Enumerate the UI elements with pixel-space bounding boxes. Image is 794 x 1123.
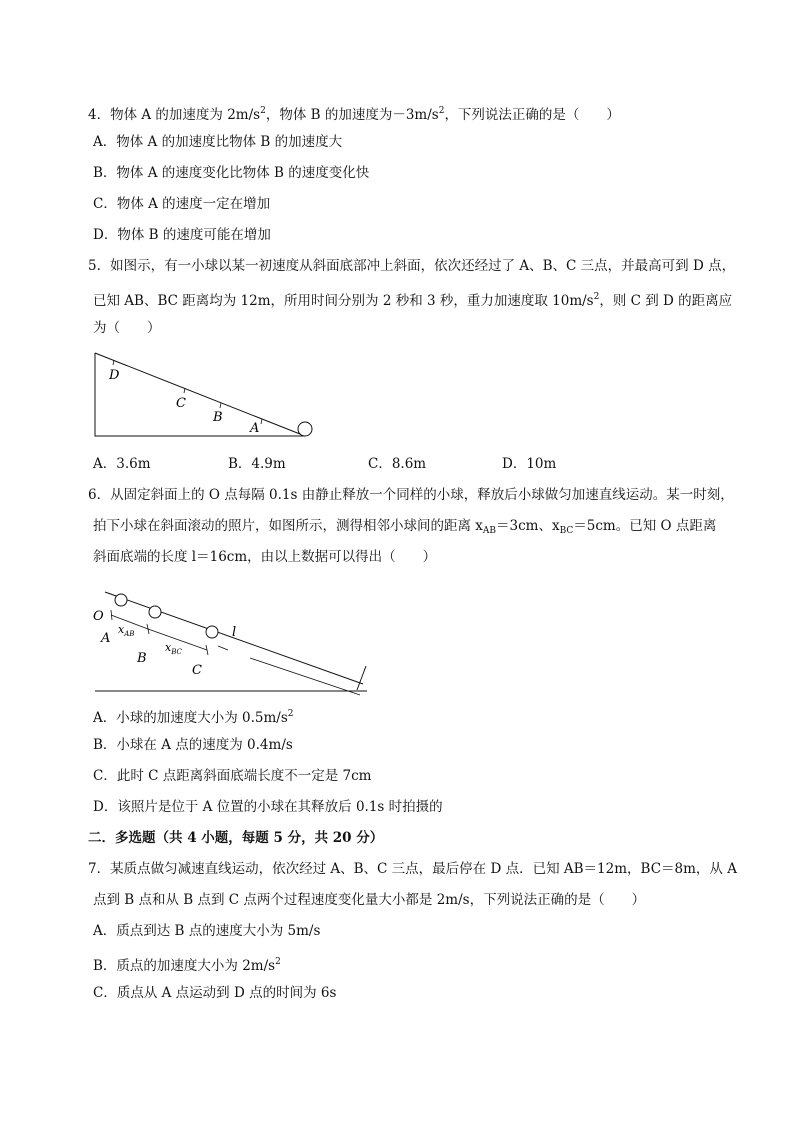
label-xbc: $x_{BC}$ bbox=[165, 641, 182, 656]
q7-option-b: B．质点的加速度大小为 $2m/s^2$ bbox=[93, 957, 281, 974]
q5-option-c: C．8.6m bbox=[368, 456, 427, 472]
q4-option-a: A．物体 A 的加速度比物体 B 的加速度大 bbox=[93, 134, 343, 150]
q6-stem-line1: 6．从固定斜面上的 O 点每隔 0.1s 由静止释放一个同样的小球，释放后小球做匀加速直线运动。某一时刻， bbox=[88, 487, 734, 503]
q7-stem-line1: 7．某质点做匀减速直线运动，依次经过 A、B、C 三点，最后停在 D 点．已知 AB＝12m，BC＝8m，从 A bbox=[88, 861, 737, 877]
label-l: l bbox=[232, 625, 237, 640]
label-b: B bbox=[137, 651, 147, 666]
q5-option-d: D．10m bbox=[502, 456, 557, 472]
label-xab: $x_{AB}$ bbox=[118, 623, 135, 638]
q7-stem-line2: 点到 B 点和从 B 点到 C 点两个过程速度变化量大小都是 2m/s，下列说法正确的是（ ） bbox=[93, 892, 646, 908]
label-c: C bbox=[192, 663, 202, 678]
q5-stem-line3: 为（ ） bbox=[93, 320, 161, 336]
q4-stem: 4．物体 A 的加速度为 $2m/s^2$，物体 B 的加速度为$-3m/s^2$，下列说法正确的是（ ） bbox=[88, 106, 620, 123]
q5-stem-line1: 5．如图示，有一小球以某一初速度从斜面底部冲上斜面，依次还经过了 A、B、C 三点，并最高可到 D 点， bbox=[88, 258, 736, 274]
label-o: O bbox=[93, 609, 104, 624]
label-a: A bbox=[101, 631, 111, 646]
q6-stem-line3: 斜面底端的长度 l＝16cm，由以上数据可以得出（ ） bbox=[93, 549, 437, 565]
q6-option-a: A．小球的加速度大小为 $0.5m/s^2$ bbox=[93, 709, 294, 726]
label-d: D bbox=[109, 368, 120, 383]
q5-option-a: A．3.6m bbox=[93, 456, 151, 472]
label-b: B bbox=[213, 410, 223, 425]
ball-c-icon bbox=[206, 626, 218, 638]
q5-stem-line2: 已知 AB、BC 距离均为 12m，所用时间分别为 2 秒和 3 秒，重力加速度取 $10m/s^2$，则 C 到 D 的距离应 bbox=[93, 292, 733, 309]
q7-option-c: C．质点从 A 点运动到 D 点的时间为 6s bbox=[93, 985, 337, 1001]
q7-option-a: A．质点到达 B 点的速度大小为 5m/s bbox=[93, 923, 321, 939]
ball-icon bbox=[298, 422, 312, 436]
q6-option-c: C．此时 C 点距离斜面底端长度不一定是 7cm bbox=[93, 768, 372, 784]
q6-incline-figure bbox=[85, 578, 375, 698]
label-a: A bbox=[250, 421, 260, 436]
label-c: C bbox=[176, 396, 186, 411]
ball-b-icon bbox=[149, 606, 161, 618]
ball-a-icon bbox=[115, 594, 127, 606]
q6-option-b: B．小球在 A 点的速度为 0.4m/s bbox=[93, 737, 293, 753]
q4-option-d: D．物体 B 的速度可能在增加 bbox=[93, 227, 271, 243]
q5-incline-figure bbox=[90, 350, 330, 440]
q6-stem-line2: 拍下小球在斜面滚动的照片，如图所示，测得相邻小球间的距离 $x_{AB}=3cm$、$x_{BC}=5cm$。已知 O 点距离 bbox=[93, 518, 717, 536]
q5-option-b: B．4.9m bbox=[228, 456, 286, 472]
q4-option-b: B．物体 A 的速度变化比物体 B 的速度变化快 bbox=[93, 165, 370, 181]
q6-option-d: D．该照片是位于 A 位置的小球在其释放后 0.1s 时拍摄的 bbox=[93, 799, 443, 815]
q4-option-c: C．物体 A 的速度一定在增加 bbox=[93, 196, 271, 212]
section-heading: 二．多选题（共 4 小题，每题 5 分，共 20 分） bbox=[88, 830, 384, 846]
